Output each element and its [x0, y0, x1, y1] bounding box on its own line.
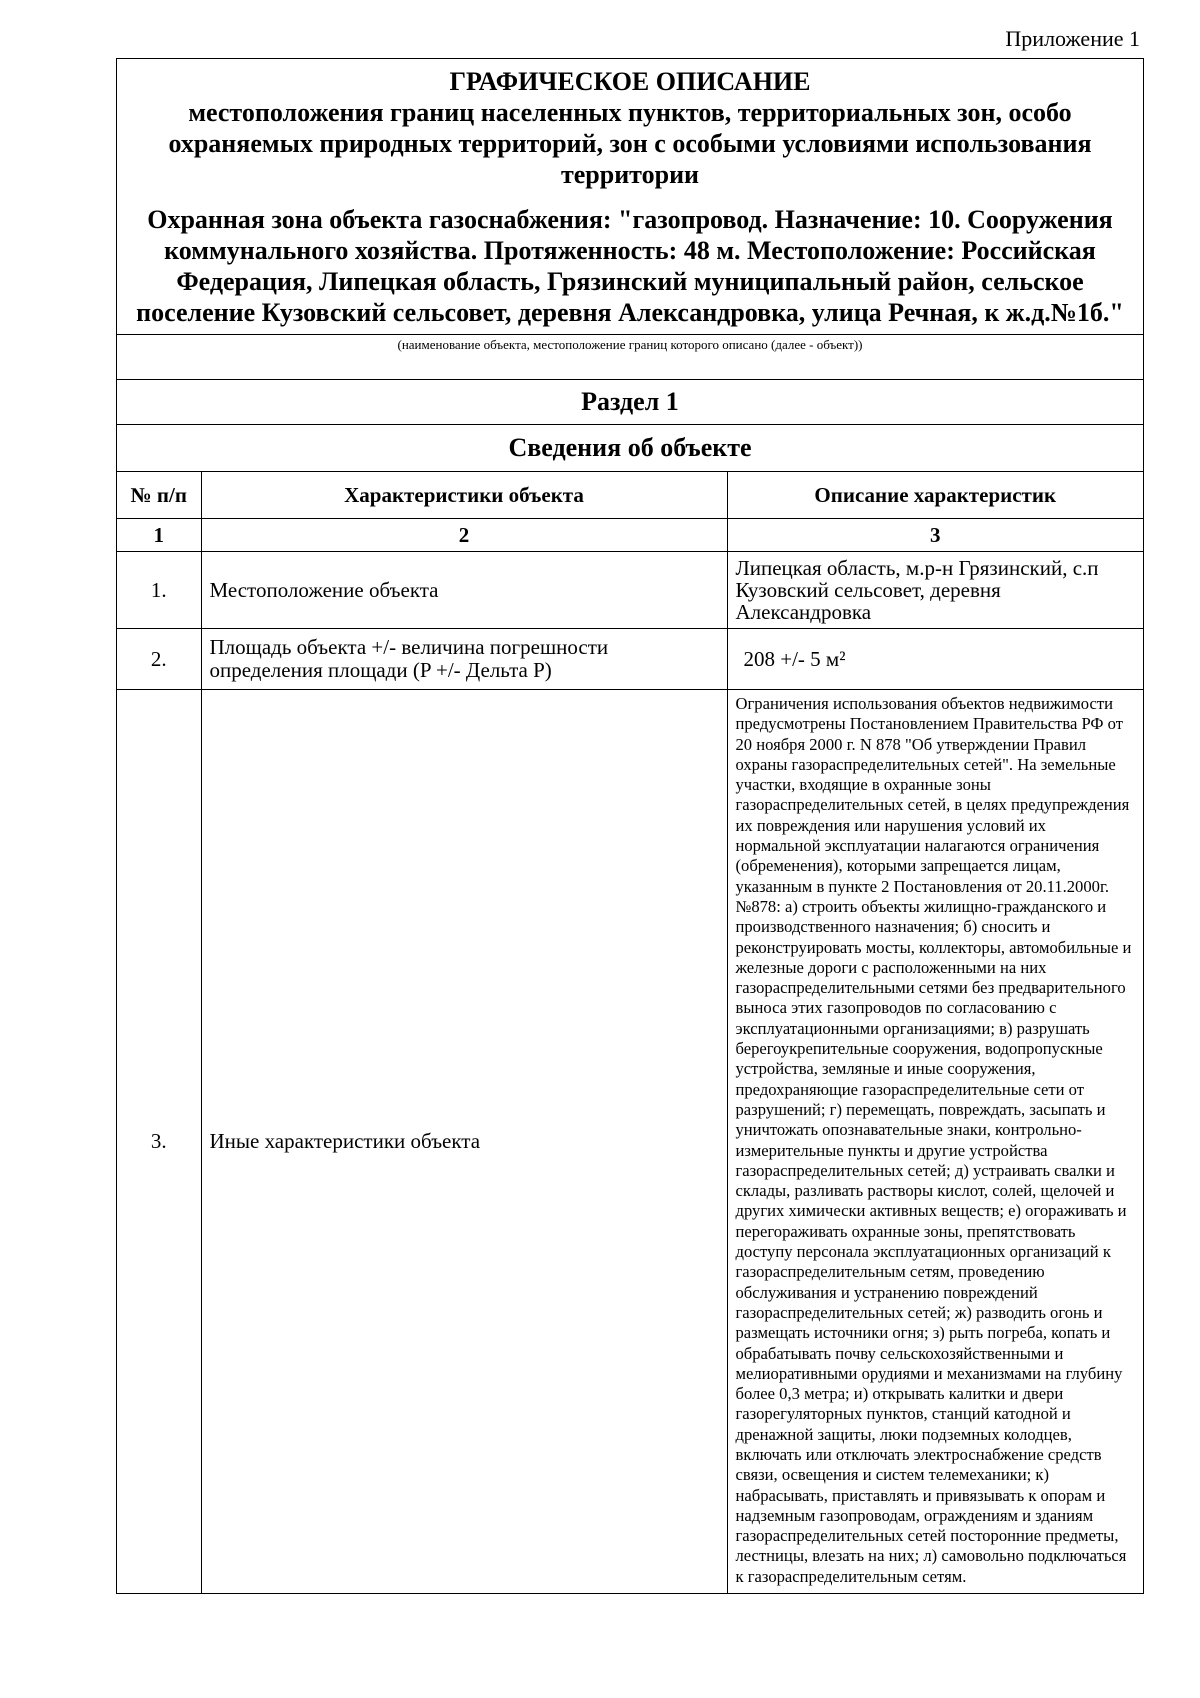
object-name: Охранная зона объекта газоснабжения: "газопровод. Назначение: 10. Сооружения коммунального хозяйства. Протяженность: 48 м. Местоположение: Российская Федерация, Липецкая область, Грязинский муниципальный район, сельское поселение Кузовский сельсовет, деревня Александровка, улица Речная, к ж.д.№1б." — [136, 205, 1124, 327]
object-caption: (наименование объекта, местоположение границ которого описано (далее - объект)) — [117, 334, 1143, 380]
header-number: № п/п — [117, 472, 201, 519]
row-description: 208 +/- 5 м² — [727, 629, 1143, 690]
row-characteristic: Местоположение объекта — [201, 552, 727, 629]
column-number-row — [117, 519, 1143, 552]
document-subtitle: местоположения границ населенных пунктов, территориальных зон, особо охраняемых природных территорий, зон с особыми условиями использования территории — [168, 98, 1092, 189]
section-label: Раздел 1 — [117, 380, 1143, 425]
table-row — [117, 629, 1143, 690]
document-frame — [116, 58, 1144, 1594]
object-info-table — [117, 425, 1143, 1593]
section-title: Сведения об объекте — [117, 425, 1143, 472]
row-number: 1. — [117, 552, 201, 629]
row-description: Ограничения использования объектов недвижимости предусмотрены Постановлением Правительства РФ от 20 ноября 2000 г. N 878 "Об утверждении Правил охраны газораспределительных сетей". На земельные участки, входящие в охранные зоны газораспределительных сетей, в целях предупреждения их повреждения или нарушения условий их нормальной эксплуатации налагаются ограничения (обременения), которыми запрещается лицам, указанным в пункте 2 Постановления от 20.11.2000г. №878: а) строить объекты жилищно-гражданского и производственного назначения; б) сносить и реконструировать мосты, коллекторы, автомобильные и железные дороги с расположенными на них газораспределительными сетями без предварительного выноса этих газопроводов по согласованию с эксплуатационными организациями; в) разрушать берегоукрепительные сооружения, водопропускные устройства, земляные и иные сооружения, предохраняющие газораспределительные сети от разрушений; г) перемещать, повреждать, засыпать и уничтожать опознавательные знаки, контрольно-измерительные пункты и другие устройства газораспределительных сетей; д) устраивать свалки и склады, разливать растворы кислот, солей, щелочей и других химически активных веществ; е) огораживать и перегораживать охранные зоны, препятствовать доступу персонала эксплуатационных организаций к газораспределительным сетям, проведению обслуживания и устранению повреждений газораспределительных сетей; ж) разводить огонь и размещать источники огня; з) рыть погреба, копать и обрабатывать почву сельскохозяйственными и мелиоративными орудиями и механизмами на глубину более 0,3 метра; и) открывать калитки и двери газорегуляторных пунктов, станций катодной и дренажной защиты, люки подземных колодцев, включать или отключать электроснабжение средств связи, освещения и систем телемеханики; к) набрасывать, приставлять и привязывать к опорам и надземным газопроводам, ограждениям и зданиям газораспределительных сетей посторонние предметы, лестницы, влезать на них; л) самовольно подключаться к газораспределительным сетям. — [727, 690, 1143, 1594]
header-description: Описание характеристик — [727, 472, 1143, 519]
row-number: 3. — [117, 690, 201, 1594]
table-row — [117, 690, 1143, 1594]
column-number-1: 1 — [117, 519, 201, 552]
column-number-3: 3 — [727, 519, 1143, 552]
row-characteristic: Площадь объекта +/- величина погрешности определения площади (P +/- Дельта P) — [201, 629, 727, 690]
table-row — [117, 552, 1143, 629]
header-characteristic: Характеристики объекта — [201, 472, 727, 519]
table-header-row — [117, 472, 1143, 519]
row-number: 2. — [117, 629, 201, 690]
document-title: ГРАФИЧЕСКОЕ ОПИСАНИЕ — [449, 67, 811, 96]
column-number-2: 2 — [201, 519, 727, 552]
row-description: Липецкая область, м.р-н Грязинский, с.п Кузовский сельсовет, деревня Александровка — [727, 552, 1143, 629]
header-block — [117, 59, 1143, 334]
section-title-row — [117, 425, 1143, 472]
row-characteristic: Иные характеристики объекта — [201, 690, 727, 1594]
appendix-label: Приложение 1 — [1005, 26, 1140, 51]
